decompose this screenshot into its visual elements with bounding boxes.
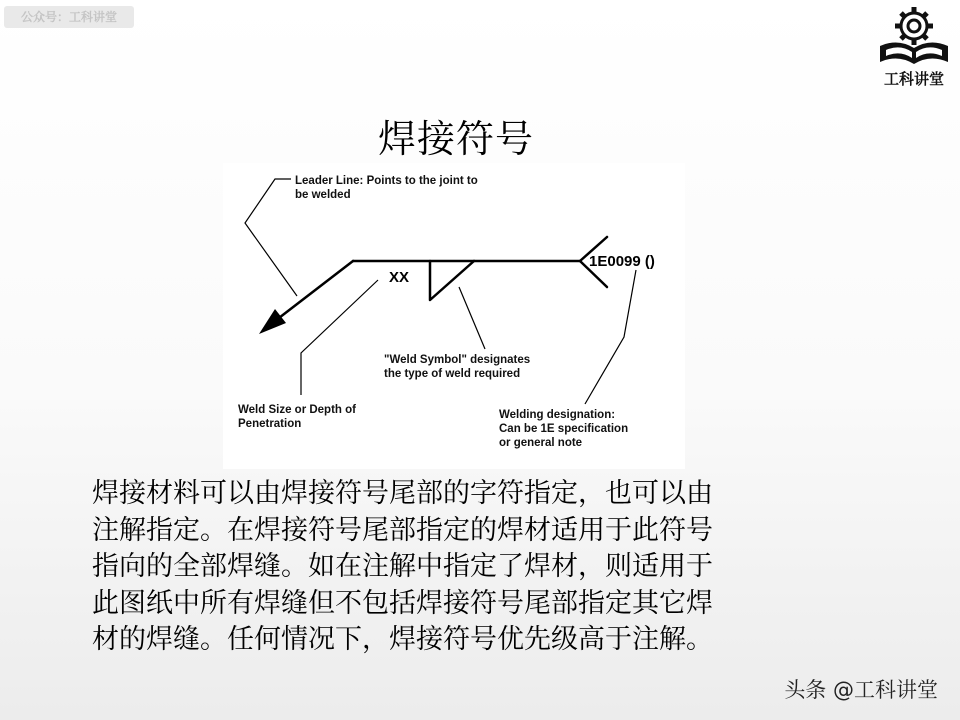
welding-designation-label: Welding designation: Can be 1E specification or general note xyxy=(499,409,629,449)
arrowhead xyxy=(259,309,286,334)
gear-book-icon xyxy=(872,4,956,68)
body-line: 焊接材料可以由焊接符号尾部的字符指定，也可以由 xyxy=(92,478,713,509)
weld-symbol-triangle xyxy=(430,261,474,300)
weld-symbol-diagram xyxy=(223,163,685,469)
watermark-badge: 公众号：工科讲堂 xyxy=(4,6,134,28)
logo-text: 工科讲堂 xyxy=(883,70,944,88)
leader-line xyxy=(275,261,353,321)
leader-callout-line xyxy=(245,179,297,296)
body-paragraph xyxy=(92,476,852,659)
source-attribution: 头条 @工科讲堂 xyxy=(784,678,938,702)
tail-specification: 1E0099 () xyxy=(589,253,655,270)
body-line: 注解指定。在焊接符号尾部指定的焊材适用于此符号 xyxy=(92,514,713,546)
body-line: 指向的全部焊缝。如在注解中指定了焊材，则适用于 xyxy=(92,551,713,582)
size-callout-line xyxy=(301,280,378,395)
slide-title: 焊接符号 xyxy=(377,117,534,161)
body-line: 材的焊缝。任何情况下，焊接符号优先级高于注解。 xyxy=(92,624,713,655)
weld-size-label: Weld Size or Depth of Penetration xyxy=(238,404,356,430)
brand-logo xyxy=(872,4,956,90)
body-line: 此图纸中所有焊缝但不包括焊接符号尾部指定其它焊 xyxy=(92,587,713,619)
designation-callout-line xyxy=(585,270,636,404)
weld-size-value: XX xyxy=(389,269,410,286)
leader-line-label: Leader Line: Points to the joint to be welded xyxy=(295,175,478,201)
symbol-callout-line xyxy=(459,287,485,349)
weld-symbol-label: "Weld Symbol" designates the type of weld required xyxy=(384,354,531,380)
